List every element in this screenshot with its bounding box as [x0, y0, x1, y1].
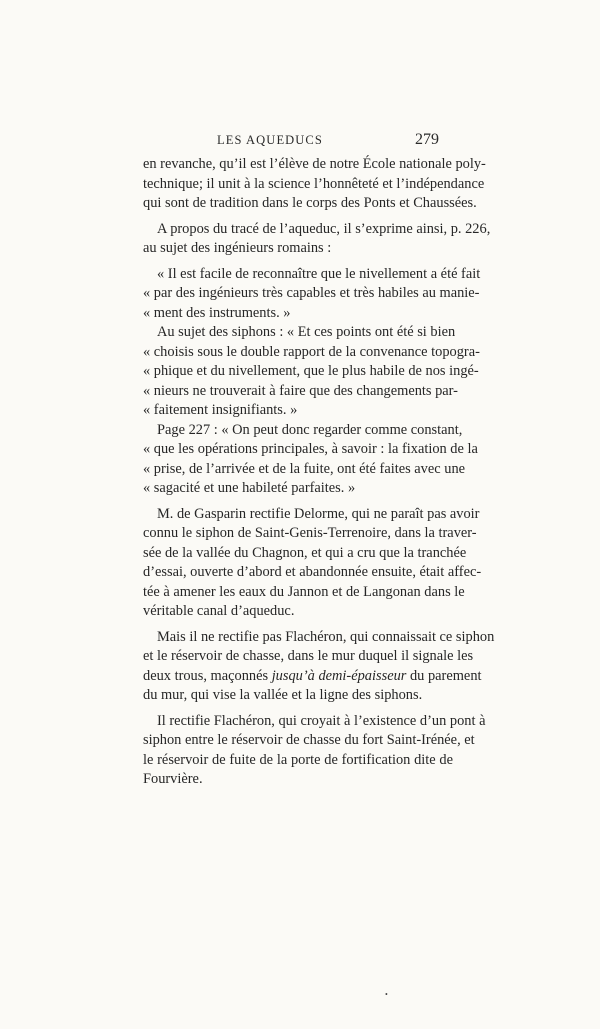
text-line: Au sujet des siphons : « Et ces points ont été si bien [157, 324, 456, 340]
quotation [143, 421, 478, 499]
text-line: technique; il unit à la science l’honnêteté et l’indépendance [143, 175, 485, 192]
text-line: « choisis sous le double rapport de la convenance topogra- [143, 343, 480, 360]
text-line: du mur, qui vise la vallée et la ligne des siphons. [143, 687, 423, 703]
text-line: « nieurs ne trouverait à faire que des changements par- [143, 382, 458, 399]
paragraph [143, 628, 495, 706]
text-line: « faitement insignifiants. » [143, 402, 298, 418]
text-line: Page 227 : « On peut donc regarder comme constant, [157, 421, 463, 438]
running-head [143, 132, 453, 152]
text-line: le réservoir de fuite de la porte de fortification dite de [143, 751, 453, 768]
text-line: véritable canal d’aqueduc. [143, 603, 295, 619]
body-text [143, 155, 495, 790]
text-line: M. de Gasparin rectifie Delorme, qui ne paraît pas avoir [157, 505, 480, 522]
paragraph [143, 220, 491, 259]
text-line: « phique et du nivellement, que le plus habile de nos ingé- [143, 363, 479, 379]
text-line: « prise, de l’arrivée et de la fuite, ont été faites avec une [143, 460, 466, 477]
page-number: 279 [415, 131, 439, 148]
paragraph [143, 505, 482, 622]
text-run: deux trous, maçonnés [143, 667, 272, 684]
text-line: Fourvière. [143, 771, 203, 787]
text-line: en revanche, qu’il est l’élève de notre École nationale poly- [143, 156, 486, 172]
text-line: « par des ingénieurs très capables et très habiles au manie- [143, 285, 480, 301]
paragraph [143, 155, 486, 214]
text-line: Il rectifie Flachéron, qui croyait à l’existence d’un pont à [157, 712, 486, 729]
text-line [143, 667, 482, 687]
text-run: du parement [406, 667, 482, 684]
text-line: sée de la vallée du Chagnon, et qui a cru que la tranchée [143, 544, 467, 561]
text-line: « Il est facile de reconnaître que le nivellement a été fait [157, 265, 481, 282]
text-line: qui sont de tradition dans le corps des Ponts et Chaussées. [143, 195, 477, 211]
quotation [143, 265, 481, 324]
text-line: Mais il ne rectifie pas Flachéron, qui connaissait ce siphon [157, 628, 495, 645]
text-line: au sujet des ingénieurs romains : [143, 240, 332, 256]
text-line: tée à amener les eaux du Jannon et de Langonan dans le [143, 583, 465, 600]
italic-text: jusqu’à demi-épaisseur [271, 667, 407, 684]
text-line: siphon entre le réservoir de chasse du fort Saint-Irénée, et [143, 732, 475, 748]
text-line: et le réservoir de chasse, dans le mur duquel il signale les [143, 648, 474, 664]
quotation [143, 323, 480, 421]
text-line: connu le siphon de Saint-Genis-Terrenoire, dans la traver- [143, 525, 477, 541]
text-line: « sagacité et une habileté parfaites. » [143, 480, 356, 496]
text-line: d’essai, ouverte d’abord et abandonnée ensuite, était affec- [143, 564, 482, 580]
text-line: A propos du tracé de l’aqueduc, il s’exprime ainsi, p. 226, [157, 220, 491, 237]
paragraph [143, 712, 486, 790]
text-line: « que les opérations principales, à savoir : la fixation de la [143, 441, 478, 457]
running-title: LES AQUEDUCS [217, 133, 323, 147]
text-line: « ment des instruments. » [143, 304, 291, 321]
speck-mark: • [385, 990, 388, 999]
